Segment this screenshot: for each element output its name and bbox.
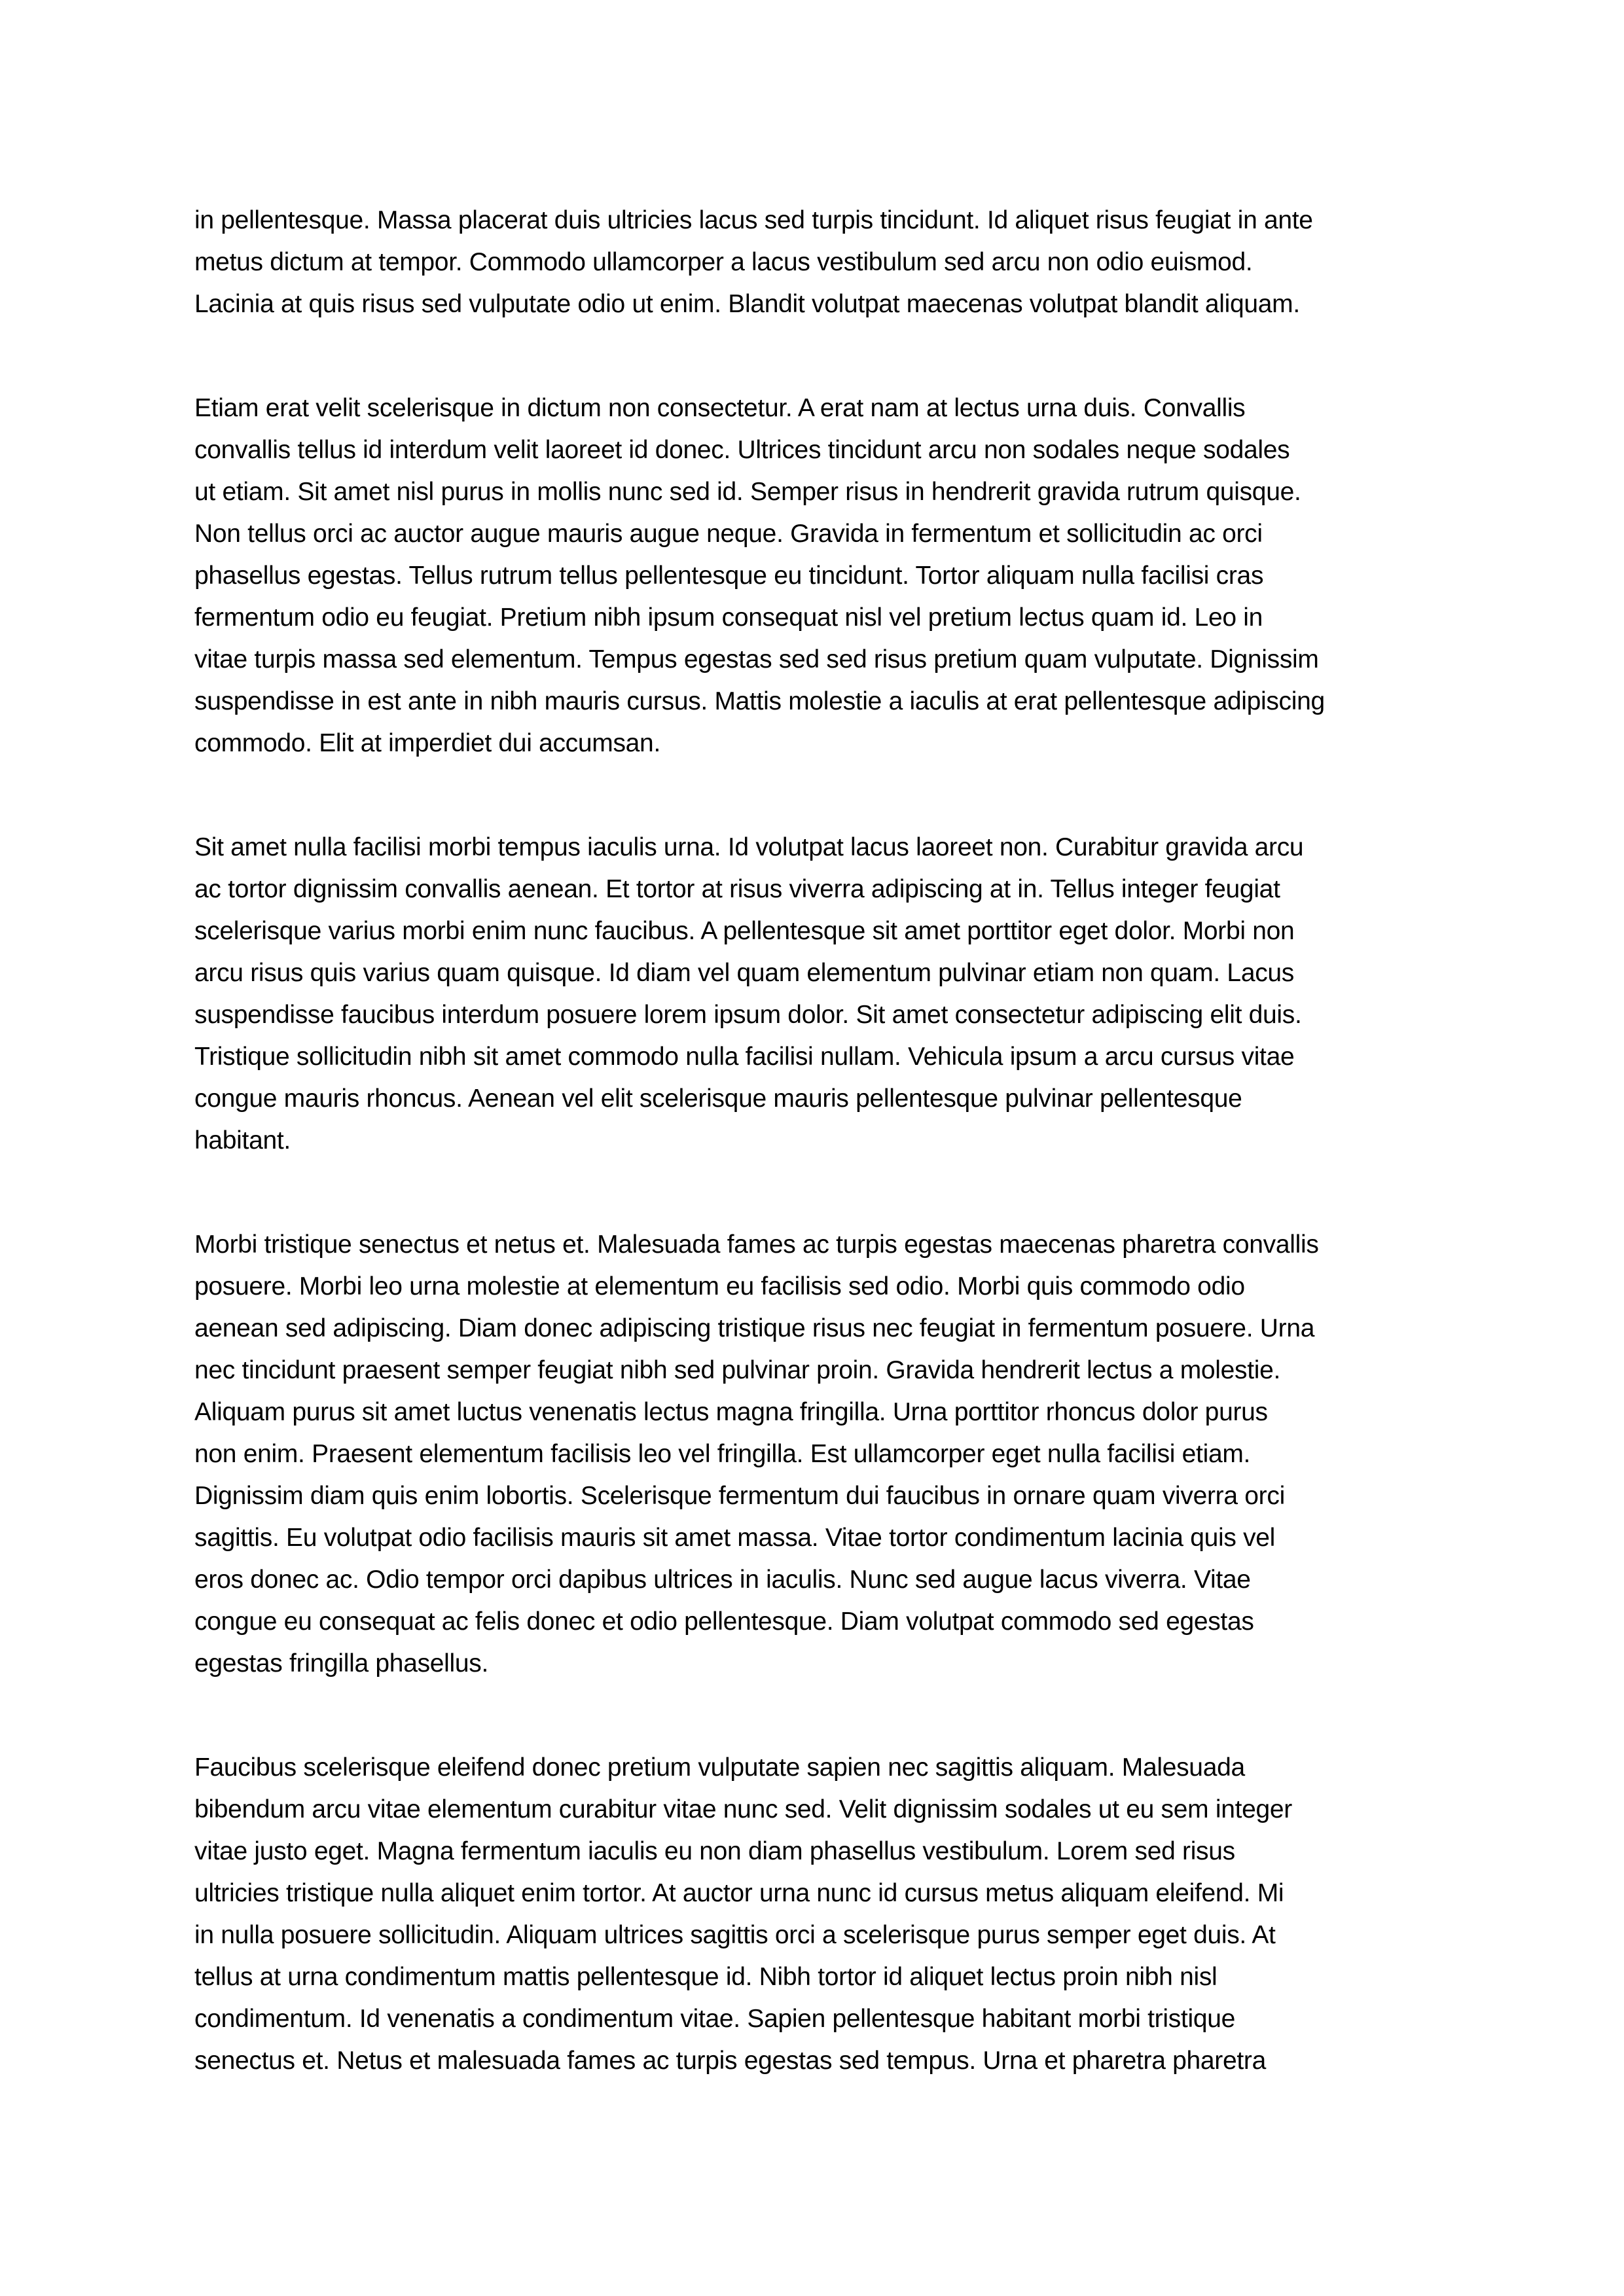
text-line: condimentum. Id venenatis a condimentum vitae. Sapien pellentesque habitant morbi tristique: [194, 2005, 1235, 2033]
text-line: convallis tellus id interdum velit laoreet id donec. Ultrices tincidunt arcu non sodales neque sodales: [194, 436, 1290, 464]
text-line: arcu risus quis varius quam quisque. Id diam vel quam elementum pulvinar etiam non quam. Lacus: [194, 959, 1294, 987]
text-line: Sit amet nulla facilisi morbi tempus iaculis urna. Id volutpat lacus laoreet non. Curabitur gravida arcu: [194, 833, 1304, 861]
text-line: egestas fringilla phasellus.: [194, 1649, 489, 1677]
text-line: ut etiam. Sit amet nisl purus in mollis nunc sed id. Semper risus in hendrerit gravida rutrum quisque.: [194, 478, 1301, 506]
text-line: Dignissim diam quis enim lobortis. Scelerisque fermentum dui faucibus in ornare quam viverra orci: [194, 1482, 1285, 1510]
text-line: Lacinia at quis risus sed vulputate odio ut enim. Blandit volutpat maecenas volutpat blandit aliquam.: [194, 290, 1300, 318]
text-line: suspendisse in est ante in nibh mauris cursus. Mattis molestie a iaculis at erat pellentesque adipiscing: [194, 687, 1325, 715]
paragraph-2: [194, 387, 1437, 764]
text-line: scelerisque varius morbi enim nunc faucibus. A pellentesque sit amet porttitor eget dolor. Morbi non: [194, 917, 1295, 945]
text-line: ultricies tristique nulla aliquet enim tortor. At auctor urna nunc id cursus metus aliquam eleifend. Mi: [194, 1879, 1284, 1907]
text-line: Non tellus orci ac auctor augue mauris augue neque. Gravida in fermentum et sollicitudin ac orci: [194, 520, 1263, 548]
text-line: in nulla posuere sollicitudin. Aliquam ultrices sagittis orci a scelerisque purus semper eget duis. At: [194, 1921, 1276, 1949]
text-line: suspendisse faucibus interdum posuere lorem ipsum dolor. Sit amet consectetur adipiscing elit duis.: [194, 1001, 1302, 1029]
text-line: senectus et. Netus et malesuada fames ac turpis egestas sed tempus. Urna et pharetra pharetra: [194, 2047, 1266, 2075]
text-line: Etiam erat velit scelerisque in dictum non consectetur. A erat nam at lectus urna duis. Convallis: [194, 394, 1246, 422]
text-line: Morbi tristique senectus et netus et. Malesuada fames ac turpis egestas maecenas pharetra convallis: [194, 1230, 1319, 1259]
paragraph-1: [194, 200, 1437, 325]
text-line: non enim. Praesent elementum facilisis leo vel fringilla. Est ullamcorper eget nulla facilisi etiam.: [194, 1440, 1251, 1468]
paragraph-5: [194, 1747, 1437, 2082]
text-line: bibendum arcu vitae elementum curabitur vitae nunc sed. Velit dignissim sodales ut eu sem integer: [194, 1795, 1292, 1823]
text-line: tellus at urna condimentum mattis pellentesque id. Nibh tortor id aliquet lectus proin nibh nisl: [194, 1963, 1218, 1991]
text-line: fermentum odio eu feugiat. Pretium nibh ipsum consequat nisl vel pretium lectus quam id. Leo in: [194, 603, 1263, 632]
text-line: aenean sed adipiscing. Diam donec adipiscing tristique risus nec feugiat in fermentum posuere. Urna: [194, 1314, 1315, 1342]
text-line: vitae justo eget. Magna fermentum iaculis eu non diam phasellus vestibulum. Lorem sed risus: [194, 1837, 1235, 1865]
text-line: congue eu consequat ac felis donec et odio pellentesque. Diam volutpat commodo sed egestas: [194, 1607, 1254, 1636]
text-line: posuere. Morbi leo urna molestie at elementum eu facilisis sed odio. Morbi quis commodo odio: [194, 1272, 1245, 1300]
text-line: ac tortor dignissim convallis aenean. Et tortor at risus viverra adipiscing at in. Tellus integer feugiat: [194, 875, 1280, 903]
text-line: eros donec ac. Odio tempor orci dapibus ultrices in iaculis. Nunc sed augue lacus viverra. Vitae: [194, 1566, 1251, 1594]
paragraph-4: [194, 1224, 1437, 1685]
text-line: metus dictum at tempor. Commodo ullamcorper a lacus vestibulum sed arcu non odio euismod.: [194, 248, 1253, 276]
text-line: sagittis. Eu volutpat odio facilisis mauris sit amet massa. Vitae tortor condimentum lacinia quis vel: [194, 1524, 1276, 1552]
text-line: commodo. Elit at imperdiet dui accumsan.: [194, 729, 660, 757]
text-line: congue mauris rhoncus. Aenean vel elit scelerisque mauris pellentesque pulvinar pellentesque: [194, 1085, 1242, 1113]
text-line: Tristique sollicitudin nibh sit amet commodo nulla facilisi nullam. Vehicula ipsum a arcu cursus vitae: [194, 1043, 1295, 1071]
paragraph-3: [194, 827, 1437, 1162]
text-line: nec tincidunt praesent semper feugiat nibh sed pulvinar proin. Gravida hendrerit lectus a molestie.: [194, 1356, 1281, 1384]
text-line: Faucibus scelerisque eleifend donec pretium vulputate sapien nec sagittis aliquam. Malesuada: [194, 1753, 1245, 1782]
text-line: phasellus egestas. Tellus rutrum tellus pellentesque eu tincidunt. Tortor aliquam nulla facilisi cras: [194, 562, 1264, 590]
text-line: habitant.: [194, 1126, 291, 1155]
text-line: vitae turpis massa sed elementum. Tempus egestas sed sed risus pretium quam vulputate. Dignissim: [194, 645, 1319, 673]
text-line: Aliquam purus sit amet luctus venenatis lectus magna fringilla. Urna porttitor rhoncus dolor purus: [194, 1398, 1268, 1426]
text-line: in pellentesque. Massa placerat duis ultricies lacus sed turpis tincidunt. Id aliquet risus feugiat in ante: [194, 206, 1313, 234]
